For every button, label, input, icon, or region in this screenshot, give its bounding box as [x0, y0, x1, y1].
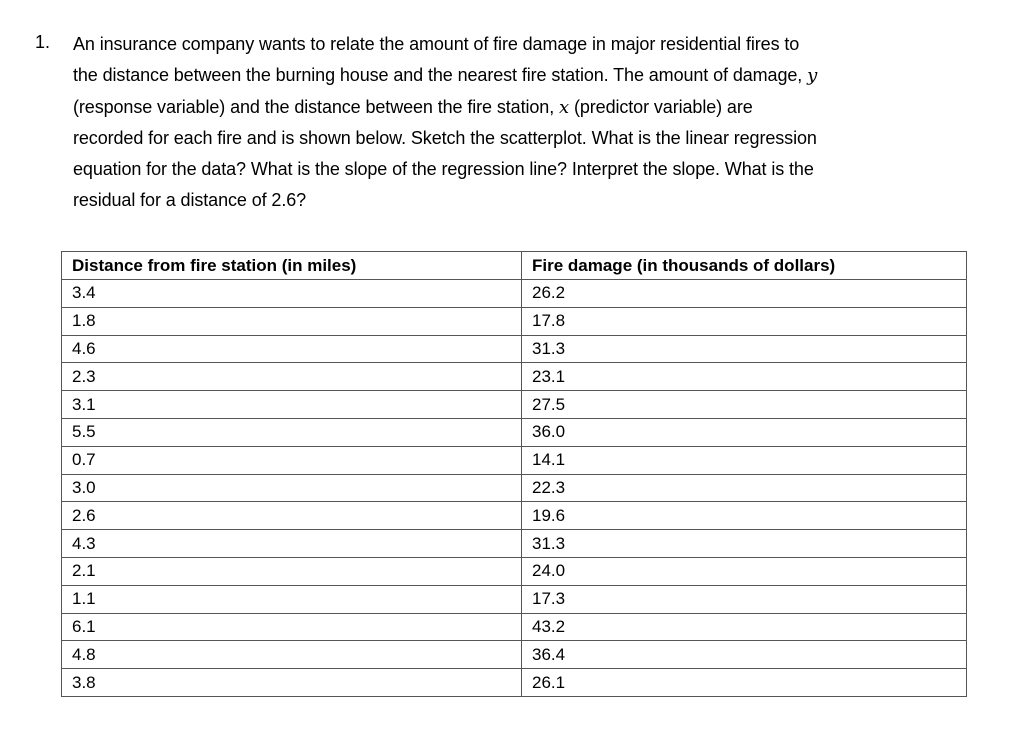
- distance-cell: 2.3: [62, 363, 522, 391]
- data-table: [61, 251, 967, 697]
- table-row: [62, 613, 967, 641]
- fire-damage-cell: 19.6: [522, 502, 967, 530]
- distance-cell: 3.0: [62, 474, 522, 502]
- fire-damage-cell: 27.5: [522, 391, 967, 419]
- distance-cell: 4.8: [62, 641, 522, 669]
- table-row: [62, 280, 967, 308]
- question-text: [73, 32, 973, 220]
- fire-damage-cell: 14.1: [522, 446, 967, 474]
- table-row: [62, 391, 967, 419]
- fire-damage-cell: 26.1: [522, 669, 967, 697]
- distance-cell: 3.1: [62, 391, 522, 419]
- table-row: [62, 641, 967, 669]
- table-row: [62, 557, 967, 585]
- question-line: [73, 95, 973, 126]
- table-row: [62, 307, 967, 335]
- distance-cell: 2.6: [62, 502, 522, 530]
- table-row: [62, 530, 967, 558]
- distance-cell: 0.7: [62, 446, 522, 474]
- fire-damage-cell: 31.3: [522, 335, 967, 363]
- table-row: [62, 502, 967, 530]
- fire-damage-cell: 31.3: [522, 530, 967, 558]
- distance-cell: 5.5: [62, 418, 522, 446]
- fire-damage-cell: 24.0: [522, 557, 967, 585]
- question-number: 1.: [35, 32, 51, 52]
- table-row: [62, 418, 967, 446]
- header-distance: Distance from fire station (in miles): [62, 252, 522, 280]
- question-text-segment: (predictor variable) are: [569, 96, 753, 117]
- distance-cell: 1.1: [62, 585, 522, 613]
- question-text-segment: (response variable) and the distance between the fire station,: [73, 96, 559, 117]
- fire-damage-cell: 17.8: [522, 307, 967, 335]
- question-line: [73, 188, 973, 219]
- fire-damage-cell: 23.1: [522, 363, 967, 391]
- question-text-segment: recorded for each fire and is shown below. Sketch the scatterplot. What is the linear regression: [73, 127, 817, 148]
- question-text-segment: the distance between the burning house and the nearest fire station. The amount of damage,: [73, 65, 808, 86]
- header-fire-damage: Fire damage (in thousands of dollars): [522, 252, 967, 280]
- distance-cell: 4.3: [62, 530, 522, 558]
- question-line: [73, 63, 973, 94]
- fire-damage-cell: 17.3: [522, 585, 967, 613]
- distance-cell: 3.8: [62, 669, 522, 697]
- distance-cell: 1.8: [62, 307, 522, 335]
- table-row: [62, 669, 967, 697]
- question-text-segment: An insurance company wants to relate the amount of fire damage in major residential fires to: [73, 34, 800, 54]
- table-header-row: [62, 252, 967, 280]
- distance-cell: 3.4: [62, 280, 522, 308]
- table-row: [62, 474, 967, 502]
- table-row: [62, 363, 967, 391]
- table-row: [62, 446, 967, 474]
- variable-symbol: x: [559, 96, 570, 118]
- question-line: [73, 32, 973, 63]
- question-line: [73, 157, 973, 188]
- question-text-segment: equation for the data? What is the slope of the regression line? Interpret the slope. What is the: [73, 159, 814, 180]
- fire-damage-cell: 43.2: [522, 613, 967, 641]
- variable-symbol: y: [807, 65, 818, 87]
- distance-cell: 6.1: [62, 613, 522, 641]
- question-line: [73, 126, 973, 157]
- fire-damage-cell: 22.3: [522, 474, 967, 502]
- question-text-segment: residual for a distance of 2.6?: [73, 190, 307, 211]
- fire-damage-cell: 36.4: [522, 641, 967, 669]
- fire-damage-cell: 26.2: [522, 280, 967, 308]
- distance-cell: 2.1: [62, 557, 522, 585]
- table-row: [62, 585, 967, 613]
- fire-damage-cell: 36.0: [522, 418, 967, 446]
- distance-cell: 4.6: [62, 335, 522, 363]
- table-row: [62, 335, 967, 363]
